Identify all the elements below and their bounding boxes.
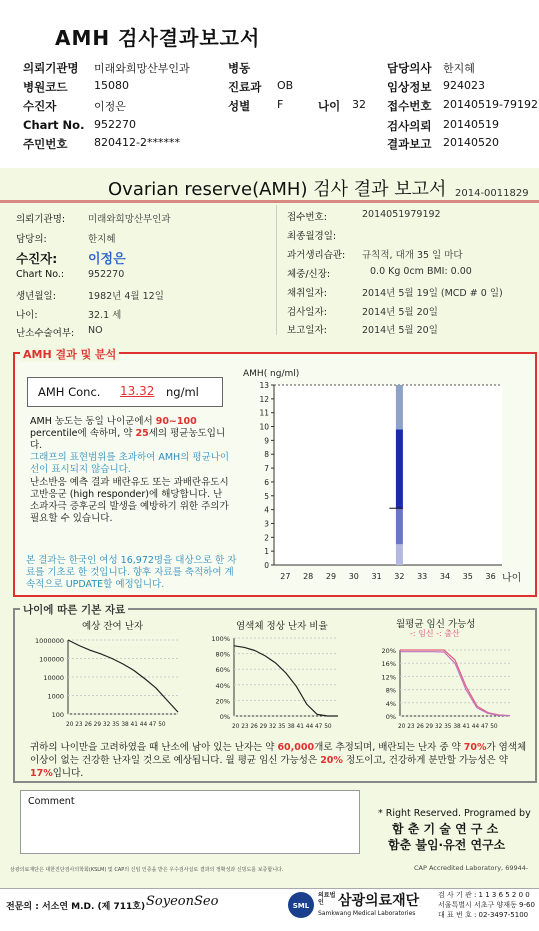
interpretation-response: 난소반응 예측 결과 배란유도 또는 과배란유도시 고반응군 (high responder)에 해당합니다. 난소과자극 증후군의 발생을 예방하기 위한 주의가 필요할 수 있습니다. — [30, 477, 229, 524]
info-value: 미래와희망산부인과 — [88, 214, 171, 225]
x-tick-label: 32 — [394, 572, 405, 581]
lab-prefix: 의료법인 — [318, 892, 336, 906]
header-label: 접수번호 — [387, 99, 432, 113]
plot — [35, 637, 178, 728]
y-tick-label: 4 — [264, 505, 269, 515]
y-tick-label: 13 — [259, 381, 269, 390]
age-data-section-title: 나이에 따른 기본 자료 — [20, 602, 128, 617]
info-value: 2014년 5월 20일 — [362, 325, 438, 336]
y-tick-label: 4% — [385, 699, 396, 708]
result-section-title: AMH 결과 및 분석 — [20, 346, 119, 362]
info-value: 1982년 4월 12일 — [88, 291, 164, 302]
y-tick-label: 100000 — [39, 655, 64, 664]
info-value: NO — [88, 325, 103, 336]
header-value: 20140519-79192 — [443, 98, 538, 111]
amh-conc-label: AMH Conc. — [38, 385, 101, 399]
lab-info: 대 표 번 호 : 02-3497-5100 — [438, 911, 529, 919]
header-label: 검사의뢰 — [387, 119, 432, 133]
header-value: 한지혜 — [443, 62, 475, 75]
y-tick-label: 100 — [51, 711, 64, 719]
amh-bar-band — [396, 385, 403, 429]
divider — [276, 205, 277, 335]
chart-grid — [274, 385, 502, 565]
info-value: 규칙적, 대개 35 일 마다 — [362, 250, 463, 261]
info-label: 생년월일: — [16, 291, 56, 302]
interpretation-percentile — [30, 416, 230, 452]
info-label: 검사일자: — [287, 307, 327, 318]
plot — [382, 647, 510, 730]
info-label: 수진자: — [16, 251, 58, 266]
comment-label: Comment — [28, 796, 75, 807]
y-tick-label: 20% — [215, 697, 230, 706]
header-value: 820412-2****** — [94, 136, 180, 149]
header-value: 20140519 — [443, 118, 499, 131]
pregnancy-rate: 20% — [320, 755, 343, 766]
x-tick-labels: 20 23 26 29 32 35 38 41 44 47 50 — [398, 724, 498, 730]
oocyte-count: 60,000 — [277, 742, 315, 753]
y-tick-label: 40% — [215, 681, 230, 690]
logo-text: SML — [292, 902, 310, 910]
header-value: 32 — [352, 98, 366, 111]
signer-name: 전문의 : 서소연 M.D. (제 711호) — [6, 902, 146, 912]
y-tick-label: 7 — [264, 464, 269, 474]
plot — [211, 635, 338, 730]
y-tick-label: 5 — [264, 491, 269, 501]
series-line — [68, 640, 178, 712]
header-label: 성별 — [228, 99, 251, 113]
header-label: 병동 — [228, 61, 251, 75]
y-tick-label: 8% — [385, 686, 396, 695]
footnote: 삼광의료재단은 대한진단검사의학회(KSLM) 및 CAP의 신임 인증을 받은 우수검사실로 결과의 정확성과 신빙도를 보증합니다. — [10, 867, 284, 873]
info-label: Chart No.: — [16, 269, 65, 280]
x-tick-label: 36 — [485, 572, 496, 581]
lab-info: 서울특별시 서초구 양재동 9-60 — [438, 901, 535, 909]
y-tick-label: 0% — [385, 713, 396, 721]
info-label: 난소수술여부: — [16, 328, 75, 339]
header-value: 15080 — [94, 79, 129, 92]
x-tick-labels: 20 23 26 29 32 35 38 41 44 47 50 — [66, 722, 166, 728]
lab-name: 삼광의료재단 — [338, 893, 420, 909]
x-tick-label: 30 — [348, 572, 359, 581]
header-label: 진료과 — [228, 80, 262, 94]
info-value: 952270 — [88, 269, 125, 280]
info-label: 접수번호: — [287, 212, 327, 223]
x-tick-label: 27 — [280, 572, 291, 581]
amh-bar-band — [396, 544, 403, 565]
x-tick-label: 33 — [417, 572, 428, 581]
amh-bar-band — [396, 429, 403, 508]
info-value: 2014051979192 — [362, 209, 441, 220]
header-label: 나이 — [318, 99, 341, 113]
y-tick-label: 1 — [264, 547, 269, 557]
info-label: 나이: — [16, 310, 38, 321]
y-tick-label: 100% — [211, 635, 230, 643]
chart-title: 예상 잔여 난자 — [82, 621, 144, 632]
divider — [0, 200, 539, 203]
text: 귀하의 나이만을 고려하였을 때 난소에 남아 있는 난자는 약 — [30, 742, 278, 753]
y-tick-label: 10000 — [43, 674, 64, 682]
birth-rate: 17% — [30, 768, 53, 779]
info-label: 담당의: — [16, 234, 47, 245]
text: 가 염색체이상이 없는 건강한 난자일 것으로 예상됩니다. 월 평균 임신 가능성은 — [30, 742, 527, 766]
y-tick-label: 8 — [264, 450, 269, 460]
lab-info: 검 사 기 관 : 1 1 3 6 5 2 0 0 — [438, 891, 530, 899]
y-tick-label: 0 — [264, 561, 269, 570]
header-value: 952270 — [94, 118, 136, 131]
institute-name: 함춘 불임·유전 연구소 — [388, 838, 506, 852]
y-tick-label: 80% — [215, 650, 230, 659]
text: 입니다. — [52, 768, 84, 779]
cap-accreditation: CAP Accredited Laboratory, 69944- — [414, 864, 529, 872]
y-tick-label: 3 — [264, 519, 269, 529]
residual-oocyte-chart — [20, 630, 190, 732]
header-value: 이정은 — [94, 100, 126, 113]
text: 정도이고, 건강하게 분만할 가능성은 약 — [342, 755, 508, 766]
y-ticks — [259, 381, 269, 570]
report-title: AMH 검사결과보고서 — [55, 26, 261, 50]
header-label: 임상정보 — [387, 80, 432, 94]
interpretation-note: 그래프의 표현범위를 초과하여 AMH의 평균나이선이 표시되지 않습니다. — [30, 452, 230, 475]
info-value: 2014년 5월 20일 — [362, 307, 438, 318]
form-title: Ovarian reserve(AMH) 검사 결과 보고서 — [108, 179, 447, 200]
x-ticks — [280, 572, 495, 581]
amh-conc-value: 13.32 — [120, 384, 155, 398]
x-tick-label: 35 — [462, 572, 473, 581]
y-tick-label: 9 — [264, 436, 269, 446]
y-tick-label: 12% — [381, 673, 396, 682]
y-tick-label: 0% — [219, 713, 230, 721]
info-label: 체중/신장: — [287, 269, 331, 280]
chart-legend: -: 임신 -: 출산 — [410, 629, 460, 638]
header-label: Chart No. — [23, 118, 85, 132]
header-label: 결과보고 — [387, 137, 432, 151]
text: percentile에 속하며, 약 — [30, 428, 136, 439]
plot-area — [274, 385, 502, 565]
y-tick-label: 10 — [259, 422, 269, 432]
x-tick-label: 28 — [303, 572, 314, 581]
pregnancy-rate-chart — [360, 638, 530, 732]
normal-ratio: 70% — [463, 742, 487, 753]
info-label: 최종월경일: — [287, 231, 337, 242]
chart-title: 월평균 임신 가능성 — [396, 619, 476, 630]
text: 세의 평균농도입니다. — [30, 428, 226, 451]
institute-name: 함 춘 기 술 연 구 소 — [392, 822, 499, 836]
series-line — [234, 646, 338, 716]
info-label: 보고일자: — [287, 325, 327, 336]
text: 개로 추정되며, 배란되는 난자 중 약 — [314, 742, 464, 753]
info-value: 32.1 세 — [88, 310, 122, 321]
info-value: 한지혜 — [88, 234, 116, 245]
x-tick-label: 34 — [439, 572, 451, 581]
percentile-range: 90~100 — [155, 416, 197, 427]
header-label: 담당의사 — [387, 61, 432, 75]
x-tick-labels: 20 23 26 29 32 35 38 41 44 47 50 — [232, 724, 332, 730]
y-tick-label: 1000000 — [35, 637, 64, 645]
info-label: 채취일자: — [287, 288, 327, 299]
amh-bar-band — [396, 508, 403, 544]
y-tick-label: 12 — [259, 394, 269, 404]
y-tick-label: 2 — [264, 533, 269, 543]
x-axis-label: 나이 — [502, 573, 522, 584]
chart-title: 염색체 정상 난자 비율 — [236, 621, 328, 632]
lab-english-name: Samkwang Medical Laboratories — [318, 910, 416, 917]
y-tick-label: 1000 — [47, 692, 64, 701]
normal-oocyte-ratio-chart — [198, 630, 348, 732]
header-label: 의뢰기관명 — [23, 61, 79, 75]
amh-chart — [240, 366, 532, 586]
info-label: 과거생리습관: — [287, 250, 346, 261]
signature: SoyeonSeo — [146, 894, 219, 909]
series-line — [400, 650, 510, 716]
x-tick-label: 29 — [325, 572, 337, 581]
y-tick-label: 11 — [259, 408, 269, 418]
header-value: F — [277, 98, 284, 111]
x-tick-label: 31 — [371, 572, 382, 581]
y-tick-label: 16% — [381, 660, 396, 669]
info-value: 0.0 Kg 0cm BMI: 0.00 — [370, 266, 472, 277]
summary-text — [30, 741, 530, 780]
info-label: 의뢰기관명: — [16, 214, 66, 225]
header-value: OB — [277, 79, 294, 92]
header-value: 미래와희망산부인과 — [94, 62, 190, 75]
header-label: 수진자 — [23, 99, 57, 113]
equivalent-age: 25 — [135, 428, 149, 439]
text: AMH 농도는 동일 나이군에서 — [30, 416, 156, 427]
info-value: 이정은 — [88, 252, 126, 267]
sml-logo — [287, 891, 315, 919]
y-tick-label: 6 — [264, 477, 269, 487]
info-value: 2014년 5월 19일 (MCD # 0 일) — [362, 288, 503, 299]
header-label: 병원코드 — [23, 80, 68, 94]
document-number: 2014-0011829 — [455, 188, 529, 199]
y-axis-label: AMH( ng/ml) — [243, 369, 300, 379]
header-value: 924023 — [443, 79, 485, 92]
y-tick-label: 60% — [215, 666, 230, 675]
header-value: 20140520 — [443, 136, 499, 149]
header-label: 주민번호 — [23, 137, 68, 151]
rights-text: * Right Reserved. Programed by — [378, 808, 531, 819]
data-source-note: 본 결과는 한국인 여성 16,972명을 대상으로 한 자료를 기초로 한 것입니다. 향후 자료를 축적하여 계속적으로 UPDATE할 예정입니다. — [26, 555, 237, 590]
y-tick-label: 20% — [381, 647, 396, 655]
amh-conc-unit: ng/ml — [166, 385, 199, 399]
